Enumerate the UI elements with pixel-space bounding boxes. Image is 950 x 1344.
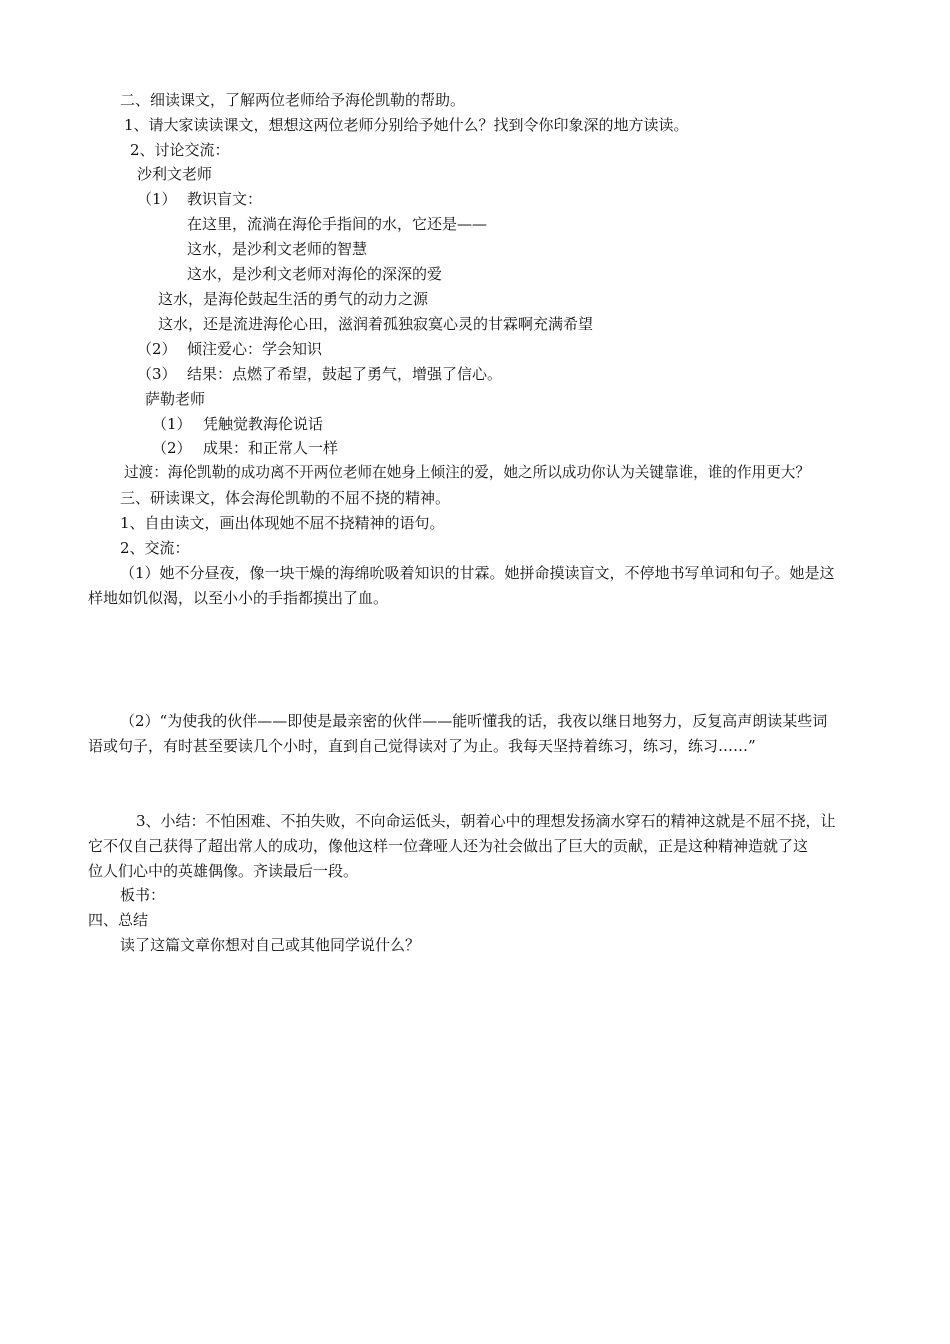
quote-1-line-2: 样地如饥似渴，以至小小的手指都摸出了血。 (88, 589, 389, 607)
quote-2-line-2: 语或句子，有时甚至要读几个小时，直到自己觉得读对了为止。我每天坚持着练习，练习，练习……” (88, 737, 756, 755)
teacher-2-point-1-text: 凭触觉教海伦说话 (203, 415, 324, 433)
quote-2-line-1: （2）“为使我的伙伴——即使是最亲密的伙伴——能听懂我的话，我夜以继日地努力，反复高声朗读某些词 (120, 712, 828, 730)
teacher-1-point-3-number: （3） (137, 365, 177, 383)
section-4-question: 读了这篇文章你想对自己或其他同学说什么？ (120, 936, 421, 954)
teacher-1-name: 沙利文老师 (137, 165, 213, 183)
water-line-3: 这水，是沙利文老师对海伦的深深的爱 (187, 265, 443, 283)
water-line-2: 这水，是沙利文老师的智慧 (187, 240, 368, 258)
quote-1-line-1: （1）她不分昼夜，像一块干燥的海绵吮吸着知识的甘霖。她拼命摸读盲文，不停地书写单词和句子。她是这 (120, 564, 835, 582)
teacher-2-name: 萨勒老师 (145, 390, 206, 408)
summary-line-3: 位人们心中的英雄偶像。齐读最后一段。 (88, 862, 359, 880)
board-label: 板书： (120, 886, 166, 904)
section-3-question-2: 2、交流： (120, 539, 190, 557)
summary-line-1: 3、小结：不怕困难、不拍失败，不向命运低头，朝着心中的理想发扬滴水穿石的精神这就是不屈不挠，让 (136, 812, 836, 830)
transition-text: 过渡：海伦凯勒的成功离不开两位老师在她身上倾注的爱，她之所以成功你认为关键靠谁，谁的作用更大？ (124, 464, 810, 481)
teacher-1-point-2-number: （2） (137, 340, 177, 358)
section-4-heading: 四、总结 (88, 911, 149, 929)
summary-line-2: 它不仅自己获得了超出常人的成功，像他这样一位聋哑人还为社会做出了巨大的贡献，正是这种精神造就了这 (88, 837, 809, 855)
quote-2 (88, 709, 893, 759)
section-2-question-1: 1、请大家读读课文，想想这两位老师分别给予她什么？找到令你印象深的地方读读。 (124, 116, 689, 134)
teacher-1-point-3-text: 结果：点燃了希望，鼓起了勇气，增强了信心。 (187, 365, 503, 383)
teacher-1-point-1-text: 教识盲文： (187, 190, 263, 208)
water-line-5: 这水，还是流进海伦心田，滋润着孤独寂寞心灵的甘霖啊充满希望 (158, 315, 594, 333)
teacher-2-point-1-number: （1） (152, 415, 192, 433)
teacher-2-point-2-text: 成果：和正常人一样 (203, 439, 339, 457)
section-3-question-1: 1、自由读文，画出体现她不屈不挠精神的语句。 (120, 514, 445, 532)
summary (88, 809, 893, 884)
teacher-1-point-1-number: （1） (137, 190, 177, 208)
water-line-1: 在这里，流淌在海伦手指间的水，它还是—— (187, 215, 488, 233)
section-2-heading: 二、细读课文，了解两位老师给予海伦凯勒的帮助。 (120, 91, 466, 109)
water-line-4: 这水，是海伦鼓起生活的勇气的动力之源 (158, 290, 429, 308)
teacher-1-point-2-text: 倾注爱心：学会知识 (187, 340, 323, 358)
section-2-question-2: 2、讨论交流： (130, 141, 230, 159)
quote-1 (88, 561, 893, 611)
section-3-heading: 三、研读课文，体会海伦凯勒的不屈不挠的精神。 (120, 489, 451, 507)
teacher-2-point-2-number: （2） (152, 439, 192, 457)
